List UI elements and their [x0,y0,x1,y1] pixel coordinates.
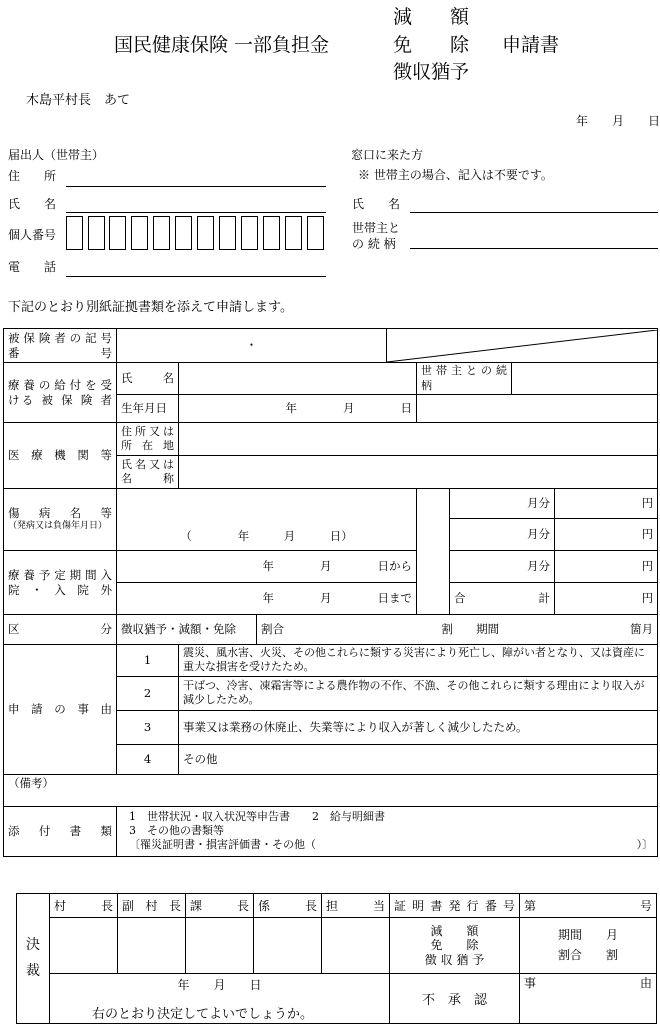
diagonal-cell [387,329,658,363]
birth-label: 生年月日 [117,395,179,423]
applicant-name-label: 氏 名 [8,197,57,211]
attach-label: 添 付 書 類 [4,806,117,856]
illness-sub-label: （発病又は負傷年月日） [8,521,108,532]
intro-text: 下記のとおり別紙証拠書類を添えて申請します。 [8,300,293,315]
reason-label: 申 請 の 事 由 [4,645,117,775]
month-label-column [417,489,450,615]
title-option-postponement: 徴収猶予 [393,61,470,83]
month-label-3: 月分 [450,551,555,583]
title-option-reduction: 減 額 [393,6,470,28]
visitor-header: 窓口に来た方 [351,148,424,162]
approver-head-4: 係 長 [254,894,322,918]
ratio-label: 割合 [261,622,284,637]
reason-1-text: 震災、風水害、火災、その他これらに類する災害により死亡し、障がい者となり、又は資産に重大な損害を受けたため。 [179,645,658,677]
stamp-box-3[interactable] [186,918,254,974]
birth-value[interactable]: 年 月 日 [179,395,417,423]
decision-reason[interactable]: 事 由 [520,974,657,1024]
approver-head-2: 副村長 [118,894,186,918]
cert-label: 証明書発行番号 [390,894,520,918]
period-to[interactable]: 年 月 日まで [117,583,417,615]
title-prefix: 国民健康保険 一部負担金 [114,34,330,56]
period-from[interactable]: 年 月 日から [117,551,417,583]
patient-name-field[interactable] [179,363,417,395]
month-label-2: 月分 [450,519,555,551]
decision-opt-reduction: 減 額 [430,923,479,938]
attach-line-2: 3 その他の書類等 [129,823,224,837]
decision-confirm: 右のとおり決定してよいでしょうか。 [92,1007,314,1022]
decision-date[interactable]: 年 月 日 [177,978,262,992]
stamp-box-5[interactable] [322,918,390,974]
month-label-1: 月分 [450,489,555,519]
reason-2-no[interactable]: 2 [117,676,179,710]
patient-relation-field[interactable] [512,363,658,395]
applicant-name-field[interactable] [66,212,326,213]
remarks-field[interactable] [4,774,658,806]
decision-options[interactable] [390,918,520,974]
ratio-period-cell[interactable] [257,615,658,645]
visitor-note: ※ 世帯主の場合、記入は不要です。 [358,168,553,182]
applicant-phone-field[interactable] [66,276,326,277]
attach-line-3: 〔罹災証明書・損害評価書・その他（ ）〕 [129,838,654,852]
illness-field[interactable]: （ 年 月 日） [117,489,417,551]
insured-number-field[interactable]: ・ [117,329,387,363]
applicant-address-field[interactable] [66,186,326,187]
title-option-exemption: 免 除 [393,34,470,56]
kagetsu-label: 箇月 [630,622,654,637]
yen-2: 円 [555,519,658,551]
institution-name-field[interactable] [179,456,658,489]
decision-ratio: 割合 割 [557,947,618,962]
category-options[interactable]: 徴収猶予・減額・免除 [117,615,257,645]
cert-number-cell[interactable] [520,894,657,918]
reason-3-no[interactable]: 3 [117,710,179,744]
approver-head-1: 村 長 [50,894,118,918]
cert-suffix: 号 [639,899,652,913]
yen-3: 円 [555,551,658,583]
institution-name-label: 氏名又は 名 称 [117,456,179,489]
decision-opt-postponement: 徴 収 猶 予 [424,952,485,967]
stamp-box-4[interactable] [254,918,322,974]
institution-label: 医 療 機 関 等 [4,423,117,489]
birth-blank [417,395,658,423]
visitor-name-label: 氏 名 [352,197,401,211]
decision-reject[interactable]: 不 承 認 [390,974,520,1024]
stamp-box-2[interactable] [118,918,186,974]
wari-label: 割 [441,622,453,637]
decision-label: 決 裁 [17,894,50,1024]
decision-confirm-cell [50,974,390,1024]
applicant-address-label: 住 所 [8,169,57,183]
decision-period-ratio[interactable] [520,918,657,974]
visitor-relation-field[interactable] [410,248,658,249]
institution-address-field[interactable] [179,423,658,456]
period-short-label: 期間 [476,622,500,637]
illness-label-cell [4,489,117,551]
reason-4-text: その他 [179,744,658,774]
remarks-label: （備考） [8,775,54,790]
cert-prefix: 第 [524,899,537,913]
reason-3-text: 事業又は業務の休廃止、失業等により収入が著しく減少したため。 [179,710,658,744]
insured-number-label: 被 保 険 者 の 記 号 番 号 [4,329,117,363]
patient-relation-label: 世 帯 主 と の 続 柄 [417,363,512,395]
stamp-box-1[interactable] [50,918,118,974]
patient-name-label: 氏 名 [117,363,179,395]
patient-label: 療 養 の 給 付 を 受ける 被 保 険 者 [4,363,117,423]
applicant-number-label: 個人番号 [8,228,57,242]
title-suffix: 申請書 [502,34,560,56]
visitor-name-field[interactable] [410,212,658,213]
institution-address-label: 住所又は 所 在 地 [117,423,179,456]
yen-1: 円 [555,489,658,519]
reason-1-no[interactable]: 1 [117,645,179,677]
category-label: 区 分 [4,615,117,645]
attach-field[interactable] [117,806,658,856]
period-label: 療 養 予 定 期 間 入 院 ・ 入 院 外 [4,551,117,615]
date-line: 年 月 日 [576,114,660,128]
total-label: 合 計 [450,583,555,615]
approver-head-5: 担 当 [322,894,390,918]
decision-opt-exemption: 免 除 [430,938,479,953]
visitor-relation-label-2: の 続 柄 [352,237,396,251]
decision-table [16,893,657,1024]
addressee: 木島平村長 あて [26,93,131,108]
reason-4-no[interactable]: 4 [117,744,179,774]
approver-head-3: 課 長 [186,894,254,918]
applicant-header: 届出人（世帯主） [8,148,105,162]
application-table [3,328,658,857]
reason-2-text: 干ばつ、冷害、凍霜害等による農作物の不作、不漁、その他これらに類する理由により収入が減少したため。 [179,676,658,710]
decision-period: 期間 月 [557,928,618,943]
attach-line-1: 1 世帯状況・収入状況等申告書 2 給与明細書 [129,809,385,823]
visitor-relation-label-1: 世帯主と [352,221,401,235]
applicant-phone-label: 電 話 [8,260,57,274]
illness-label: 傷 病 名 等 [8,506,112,521]
yen-total: 円 [555,583,658,615]
